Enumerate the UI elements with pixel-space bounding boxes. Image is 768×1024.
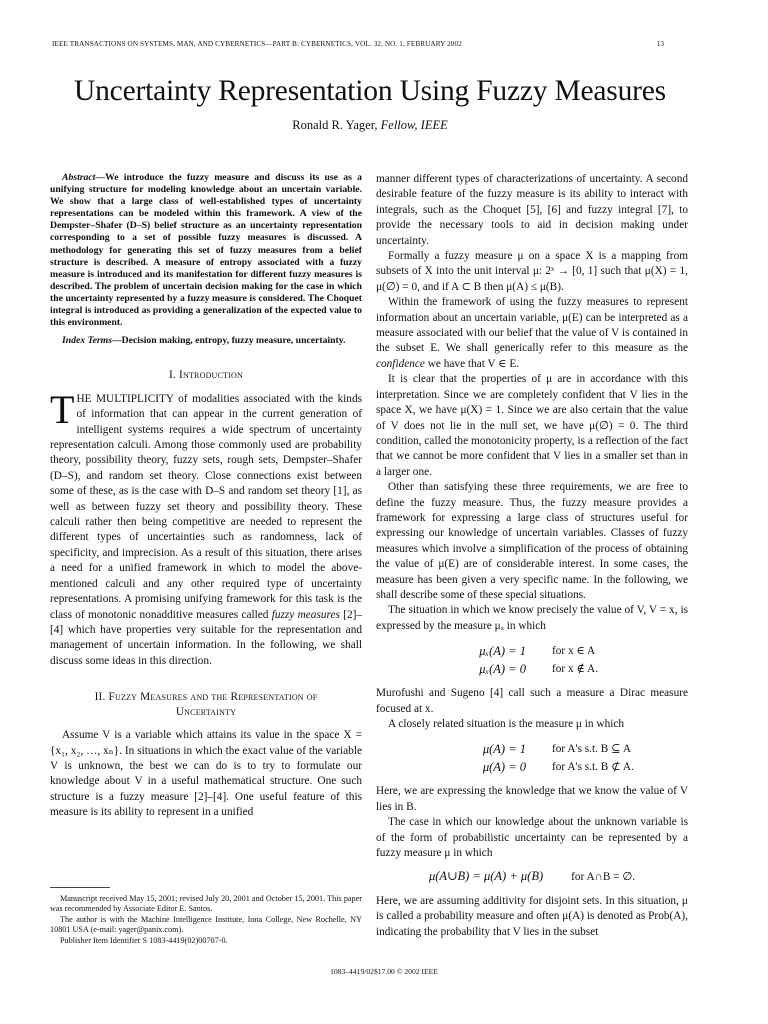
- equation-row: [376, 740, 688, 758]
- footnote: [50, 894, 362, 946]
- right-paragraph-5: Other than satisfying these three requirements, we are free to define the fuzzy measure. Thus, the fuzzy measure provides a framework for expressing a large class of structures useful for expressing our knowledge of uncertain variables. Classes of fuzzy measures which involve a simplification of the process of obtaining the value of μ(E) are of considerable interest. In some cases, the measure has been given a very specific name. In the following, we shall describe some of these special situations.: [376, 481, 688, 601]
- right-p3-end: we have that V ∈ E.: [424, 357, 520, 370]
- right-p3-start: Within the framework of using the fuzzy measures to represent information about an uncertain variable, μ(E) can be interpreted as a measure associated with our belief that the value of V is contained in the subset E. We shall generically refer to this measure as the: [376, 296, 688, 355]
- right-column: [376, 172, 688, 940]
- equation-dirac: [376, 642, 688, 678]
- right-paragraph-2: Formally a fuzzy measure μ on a space X is a mapping from subsets of X into the unit interval μ: 2ˣ → [0, 1] such that μ(X) = 1, μ(∅) = 0, and if A ⊂ B then μ(A) ≤ μ(B).: [376, 250, 688, 293]
- equation-row: [376, 660, 688, 678]
- intro-emphasis: fuzzy measures: [271, 608, 340, 621]
- equation-condition: for x ∈ A: [552, 645, 596, 658]
- right-paragraph-9: Here, we are expressing the knowledge that we know the value of V lies in B.: [376, 785, 688, 813]
- section-heading-line2: Uncertainty: [175, 705, 237, 718]
- section-heading-fuzzy-measures: [50, 690, 362, 719]
- right-paragraph-8: A closely related situation is the measure μ in which: [388, 718, 625, 730]
- footnote-publisher-id: Publisher Item Identifier S 1083-4419(02)00707-0.: [60, 935, 228, 945]
- equation-condition: for A's s.t. B ⊄ A.: [552, 761, 634, 774]
- equation-lhs: μ(A) = 0: [482, 760, 526, 775]
- equation-additivity: [376, 869, 688, 885]
- author-name: Ronald R. Yager,: [292, 118, 378, 132]
- right-paragraph-4: It is clear that the properties of μ are in accordance with this interpretation. Since we are completely confident that V lies in the space X, we have μ(X) = 1. Since we are also certain that the value of V does not lie in the null set, we have μ(∅) = 0. The third condition, called the monotonicity property, is a reflection of the fact that we cannot be more confident that V lies in a smaller set than in a larger one.: [376, 373, 688, 478]
- section2-paragraph: Assume V is a variable which attains its value in the space X = {x₁, x₂, …, xₙ}. In situations in which the exact value of the variable V is unknown, the best we can do is to try to formulate our knowledge about V in a useful mathematical structure. One such structure is a fuzzy measure [2]–[4]. One useful feature of this measure is its ability to represent in a unified: [50, 729, 362, 819]
- right-paragraph-11: Here, we are assuming additivity for disjoint sets. In this situation, μ is called a probability measure and often μ(A) is denoted as Prob(A), indicating the probability that V lies in the subset: [376, 894, 688, 938]
- equation-condition: for A's s.t. B ⊆ A: [552, 743, 631, 756]
- page-number: 13: [656, 40, 664, 48]
- footnote-manuscript: Manuscript received May 15, 2001; revised July 20, 2001 and October 15, 2001. This paper was recommended by Associate Editor E. Santos.: [50, 894, 362, 914]
- equation-lhs: μ(A∪B) = μ(A) + μ(B): [428, 869, 544, 884]
- author-affiliation: Fellow, IEEE: [380, 118, 448, 132]
- abstract-lead: Abstract: [62, 172, 96, 183]
- author-line: [0, 118, 740, 133]
- equation-row: [376, 642, 688, 660]
- copyright-line: 1083–4419/02$17.00 © 2002 IEEE: [330, 967, 438, 976]
- abstract-text: —We introduce the fuzzy measure and discuss its use as a unifying structure for modeling knowledge about an uncertain variable. We show that a large class of well-established types of uncertainty representations can be modeled within this framework. A view of the Dempster–Shafer (D–S) belief structure as an uncertainty representation corresponding to a set of possible fuzzy measures is discussed. A methodology for generating this set of fuzzy measures from a belief structure is described. A measure of entropy associated with a fuzzy measure is introduced and its manifestation for different fuzzy measures is described. The problem of uncertain decision making for the case in which the uncertainty represented by a fuzzy measure is considered. The Choquet integral is introduced as providing a generalization of the expected value to this environment.: [50, 172, 362, 329]
- equation-lhs: μ(A) = 1: [482, 742, 526, 757]
- right-paragraph-10: The case in which our knowledge about the unknown variable is of the form of probabilistic uncertainty can be represented by a fuzzy measure μ in which: [376, 816, 688, 860]
- right-paragraph-3: [376, 295, 688, 372]
- abstract: [50, 172, 362, 329]
- left-column: [50, 172, 362, 821]
- section-heading-line1: II. Fuzzy Measures and the Representation of: [94, 691, 318, 704]
- equation-lhs: μₓ(A) = 1: [479, 644, 526, 659]
- drop-cap: T: [50, 386, 75, 432]
- intro-paragraph: [50, 386, 362, 669]
- footnote-author: The author is with the Machine Intelligence Institute, Iona College, New Rochelle, NY 10801 USA (e-mail: yager@panix.com).: [50, 914, 362, 935]
- equation-lhs: μₓ(A) = 0: [479, 662, 526, 677]
- equation-condition: for A∩B = ∅.: [571, 871, 636, 884]
- intro-text-end: [2]–[4] which have properties very suitable for the representation and management of uncertain information. In the following, we shall discuss some ideas in this direction.: [50, 608, 362, 667]
- index-terms-lead: Index Terms: [62, 335, 112, 347]
- equation-condition: for x ∉ A.: [552, 663, 599, 676]
- intro-text-start: HE MULTIPLICITY of modalities associated with the kinds of information that can appear in the current generation of intelligent systems requires a wide spectrum of uncertainty representation calculi. Among those commonly used are probability theory, possibility theory, fuzzy sets, rough sets, Dempster–Shafer (D–S), and random set theory. Close connections exist between some of these, as is the case with D–S and random set theory [1], as well as between fuzzy set theory and possibility theory. These calculi rather then being competitive are needed to represent the different types of uncertainties such as randomness, lack of specificity, and imprecision. As a result of this situation, there arises a need for a unified framework in which to model the above-mentioned calculi and any other required type of uncertainty representations. A promising unifying framework for this task is the class of monotonic nonadditive measures called: [50, 392, 362, 621]
- right-paragraph-7: Murofushi and Sugeno [4] call such a measure a Dirac measure focused at x.: [376, 687, 688, 715]
- right-paragraph-6: The situation in which we know precisely the value of V, V = x, is expressed by the measure μₓ in which: [376, 604, 688, 632]
- section-heading-introduction: I. Introduction: [169, 369, 243, 382]
- right-paragraph-1: manner different types of characterizations of uncertainty. A second desirable feature of the fuzzy measure is its ability to interact with integrals, such as the Choquet [5], [6] and fuzzy integral [7], to provide the necessary tools to aid in decision making under uncertainty.: [376, 173, 688, 247]
- index-terms: [50, 335, 362, 347]
- footnote-rule: [50, 887, 110, 888]
- equation-row: [376, 758, 688, 776]
- index-terms-text: —Decision making, entropy, fuzzy measure, uncertainty.: [111, 335, 346, 347]
- equation-subset: [376, 740, 688, 776]
- running-head: IEEE TRANSACTIONS ON SYSTEMS, MAN, AND CYBERNETICS—PART B: CYBERNETICS, VOL. 32, NO. 1, FEBRUARY 2002: [52, 40, 462, 48]
- right-p3-emphasis: confidence: [376, 357, 425, 370]
- paper-title: Uncertainty Representation Using Fuzzy Measures: [74, 75, 666, 107]
